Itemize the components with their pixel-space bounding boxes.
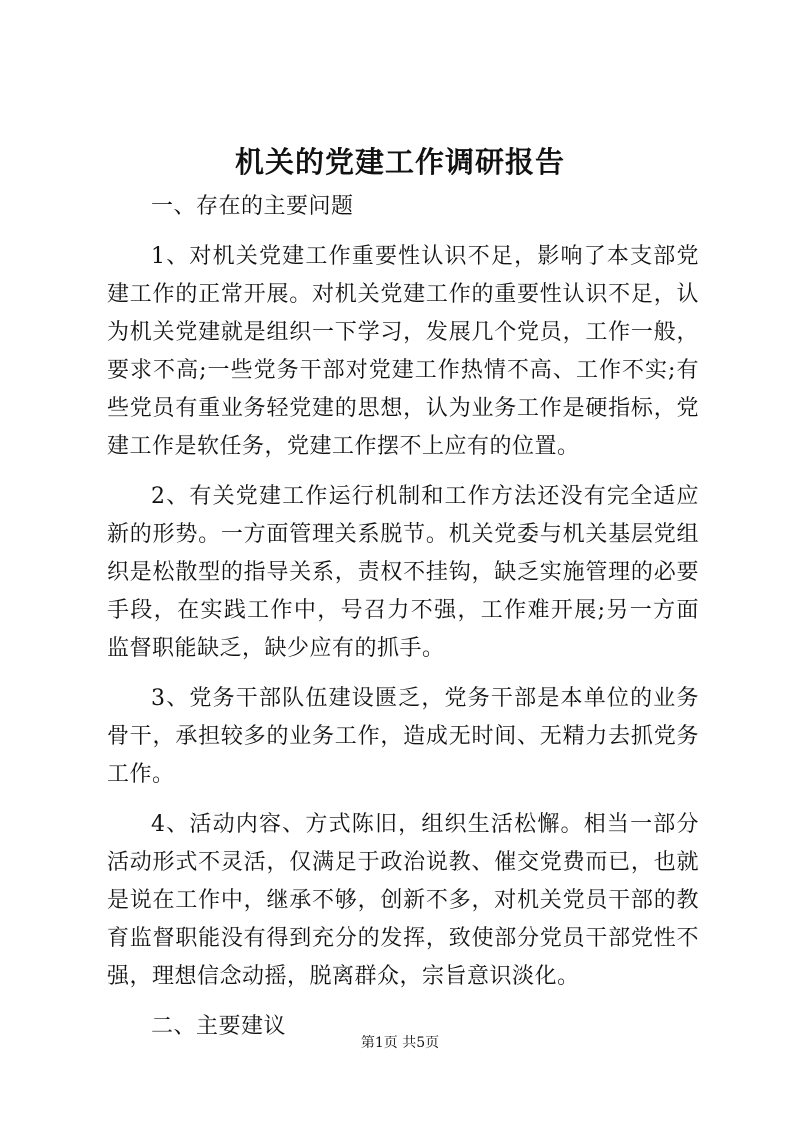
paragraph-point-3: 3、党务干部队伍建设匮乏，党务干部是本单位的业务骨干，承担较多的业务工作，造成无时间、无精力去抓党务工作。: [107, 686, 699, 787]
document-title: 机关的党建工作调研报告: [234, 145, 565, 179]
document-body: [107, 188, 699, 1046]
section-heading-problems: 一、存在的主要问题: [151, 194, 354, 219]
paragraph-point-1: 1、对机关党建工作重要性认识不足，影响了本支部党建工作的正常开展。对机关党建工作的重要性认识不足，认为机关党建就是组织一下学习，发展几个党员，工作一般，要求不高;一些党务干部对党建工作热情不高、工作不实;有些党员有重业务轻党建的思想，认为业务工作是硬指标，党建工作是软任务，党建工作摆不上应有的位置。: [107, 244, 699, 459]
paragraph-point-2: 2、有关党建工作运行机制和工作方法还没有完全适应新的形势。一方面管理关系脱节。机关党委与机关基层党组织是松散型的指导关系，责权不挂钩，缺乏实施管理的必要手段，在实践工作中，号召力不强，工作难开展;另一方面监督职能缺乏，缺少应有的抓手。: [107, 484, 699, 661]
page-footer: 第1页 共5页: [360, 1035, 440, 1051]
paragraph-point-4: 4、活动内容、方式陈旧，组织生活松懈。相当一部分活动形式不灵活，仅满足于政治说教、催交党费而已，也就是说在工作中，继承不够，创新不多，对机关党员干部的教育监督职能没有得到充分的发挥，致使部分党员干部党性不强，理想信念动摇，脱离群众，宗旨意识淡化。: [107, 812, 699, 989]
section-heading-suggestions: 二、主要建议: [151, 1014, 287, 1039]
